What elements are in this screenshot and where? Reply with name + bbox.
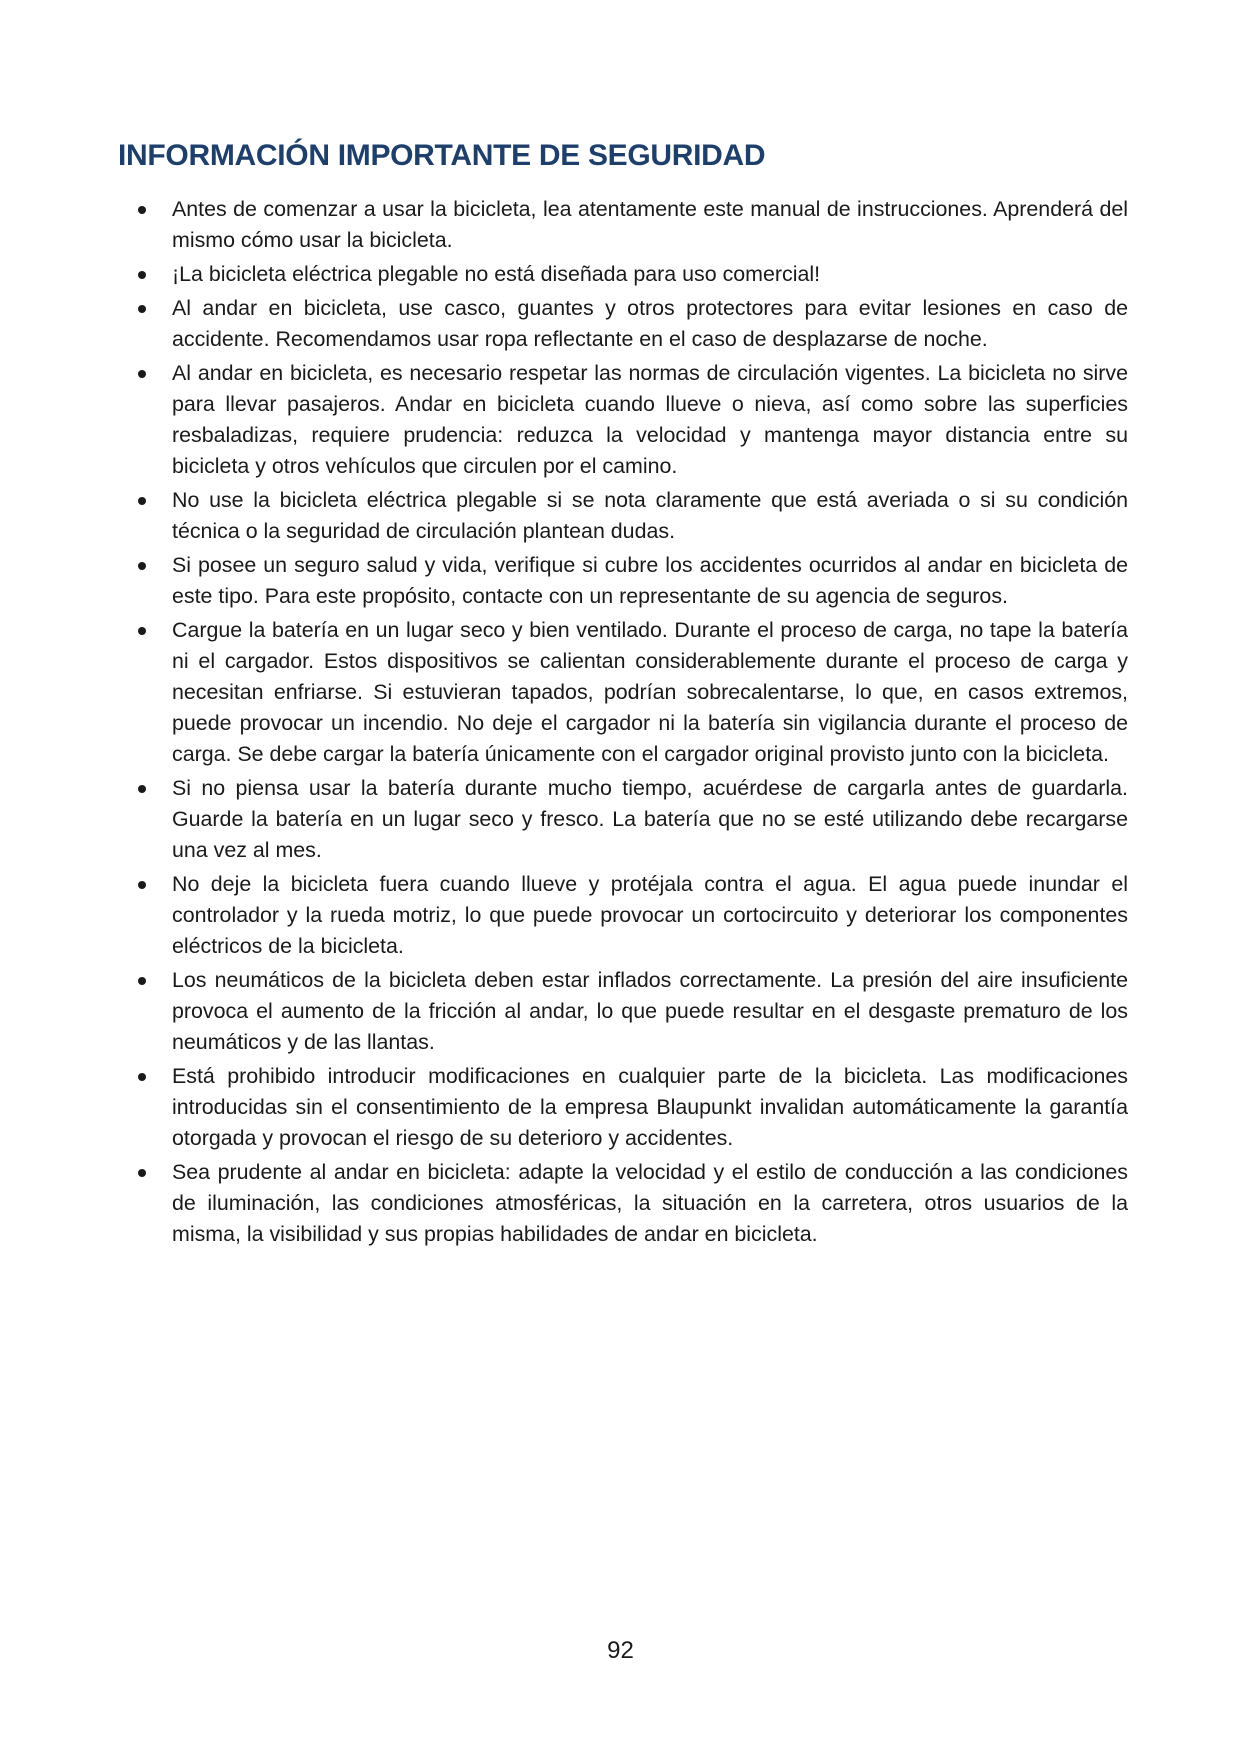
list-item	[136, 1157, 1128, 1250]
bullet-icon	[138, 977, 146, 985]
bullet-icon	[138, 370, 146, 378]
bullet-icon	[138, 206, 146, 214]
list-item-text: Antes de comenzar a usar la bicicleta, lea atentamente este manual de instrucciones. Aprenderá del mismo cómo usar la bicicleta.	[172, 197, 1128, 252]
bullet-icon	[138, 305, 146, 313]
list-item-text: Si no piensa usar la batería durante mucho tiempo, acuérdese de cargarla antes de guardarla. Guarde la batería en un lugar seco y fresco. La batería que no se esté utilizando debe recargarse una vez al mes.	[172, 776, 1128, 862]
page-title: INFORMACIÓN IMPORTANTE DE SEGURIDAD	[118, 139, 766, 172]
list-item	[136, 259, 1128, 290]
list-item-text: Al andar en bicicleta, es necesario respetar las normas de circulación vigentes. La bicicleta no sirve para llevar pasajeros. Andar en bicicleta cuando llueve o nieva, así como sobre las superficies resbaladizas, requiere prudencia: reduzca la velocidad y mantenga mayor distancia entre su bicicleta y otros vehículos que circulen por el camino.	[172, 361, 1128, 478]
bullet-icon	[138, 271, 146, 279]
list-item	[136, 773, 1128, 866]
bullet-icon	[138, 1169, 146, 1177]
list-item-text: Está prohibido introducir modificaciones en cualquier parte de la bicicleta. Las modificaciones introducidas sin el consentimiento de la empresa Blaupunkt invalidan automáticamente la garantía otorgada y provocan el riesgo de su deterioro y accidentes.	[172, 1064, 1128, 1150]
list-item-text: ¡La bicicleta eléctrica plegable no está diseñada para uso comercial!	[172, 262, 821, 286]
list-item-text: Los neumáticos de la bicicleta deben estar inflados correctamente. La presión del aire insuficiente provoca el aumento de la fricción al andar, lo que puede resultar en el desgaste prematuro de los neumáticos y de las llantas.	[172, 968, 1128, 1054]
bullet-icon	[138, 497, 146, 505]
list-item-text: No deje la bicicleta fuera cuando llueve y protéjala contra el agua. El agua puede inundar el controlador y la rueda motriz, lo que puede provocar un cortocircuito y deteriorar los componentes eléctricos de la bicicleta.	[172, 872, 1128, 958]
list-item	[136, 615, 1128, 770]
bullet-icon	[138, 627, 146, 635]
list-item	[136, 293, 1128, 355]
list-item	[136, 358, 1128, 482]
list-item	[136, 485, 1128, 547]
bullet-icon	[138, 881, 146, 889]
list-item	[136, 550, 1128, 612]
list-item-text: No use la bicicleta eléctrica plegable si se nota claramente que está averiada o si su condición técnica o la seguridad de circulación plantean dudas.	[172, 488, 1128, 543]
list-item	[136, 869, 1128, 962]
bullet-icon	[138, 785, 146, 793]
bullet-icon	[138, 1073, 146, 1081]
safety-list	[136, 194, 1128, 1253]
list-item-text: Al andar en bicicleta, use casco, guantes y otros protectores para evitar lesiones en caso de accidente. Recomendamos usar ropa reflectante en el caso de desplazarse de noche.	[172, 296, 1128, 351]
list-item	[136, 194, 1128, 256]
list-item	[136, 965, 1128, 1058]
page-number: 92	[607, 1637, 634, 1664]
list-item-text: Sea prudente al andar en bicicleta: adapte la velocidad y el estilo de conducción a las condiciones de iluminación, las condiciones atmosféricas, la situación en la carretera, otros usuarios de la misma, la visibilidad y sus propias habilidades de andar en bicicleta.	[172, 1160, 1128, 1246]
list-item-text: Si posee un seguro salud y vida, verifique si cubre los accidentes ocurridos al andar en bicicleta de este tipo. Para este propósito, contacte con un representante de su agencia de seguros.	[172, 553, 1128, 608]
list-item	[136, 1061, 1128, 1154]
list-item-text: Cargue la batería en un lugar seco y bien ventilado. Durante el proceso de carga, no tape la batería ni el cargador. Estos dispositivos se calientan considerablemente durante el proceso de carga y necesitan enfriarse. Si estuvieran tapados, podrían sobrecalentarse, lo que, en casos extremos, puede provocar un incendio. No deje el cargador ni la batería sin vigilancia durante el proceso de carga. Se debe cargar la batería únicamente con el cargador original provisto junto con la bicicleta.	[172, 618, 1128, 766]
bullet-icon	[138, 562, 146, 570]
